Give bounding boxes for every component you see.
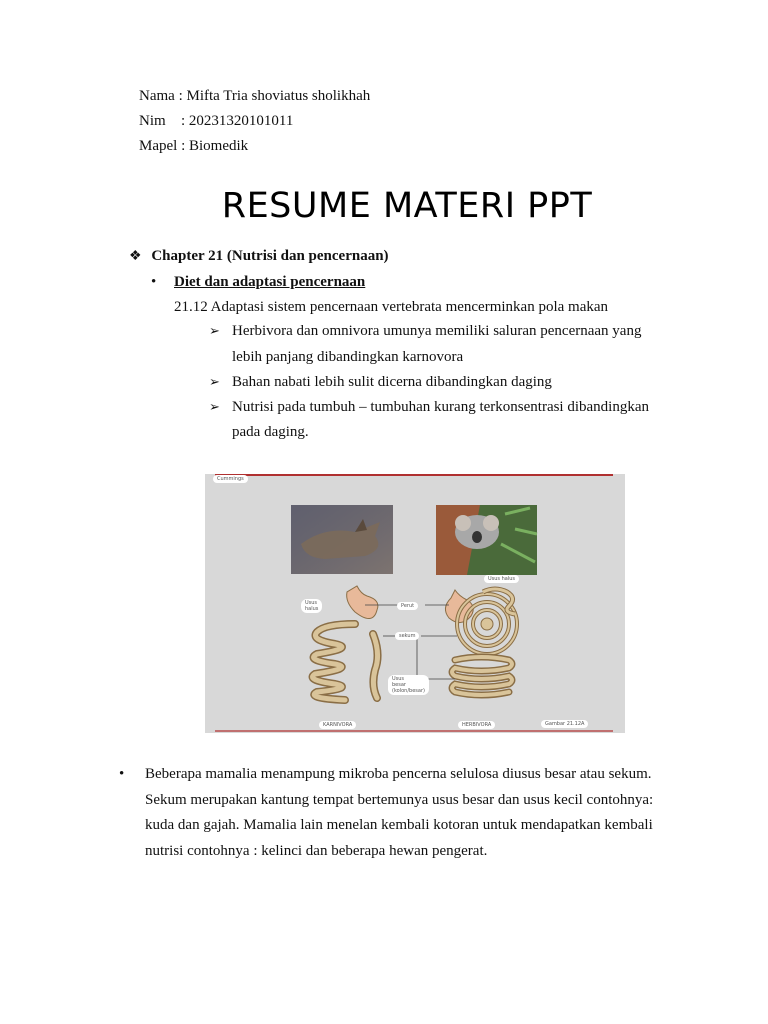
carnivore-stomach xyxy=(347,586,378,619)
carnivore-photo xyxy=(291,505,393,574)
nim-label: Nim xyxy=(139,113,166,129)
arrow-bullet-icon: ➢ xyxy=(209,375,220,390)
arrow-bullet-icon: ➢ xyxy=(209,324,220,339)
nim-value: : 20231320101011 xyxy=(181,113,294,129)
point-1-line-2: lebih panjang dibandingkan karnovora xyxy=(232,349,464,365)
subsection-title: Diet dan adaptasi pencernaan xyxy=(174,274,366,290)
paragraph-line-2: Sekum merupakan kantung tempat bertemunya usus besar dan usus kecil contohnya: xyxy=(145,792,654,808)
subject: Mapel : Biomedik xyxy=(139,138,249,154)
paragraph-line-4: nutrisi contohnya : kelinci dan beberapa hewan pengerat. xyxy=(145,843,488,859)
label-usus-besar xyxy=(388,675,429,695)
point-1-line-1: Herbivora dan omnivora umunya memiliki saluran pencernaan yang xyxy=(232,323,642,339)
paragraph-line-3: kuda dan gajah. Mamalia lain menelan kembali kotoran untuk mendapatkan kembali xyxy=(145,817,653,833)
label-text: Usus xyxy=(305,600,318,606)
label-perut: Perut xyxy=(397,602,418,610)
label-usus-halus-right: Usus halus xyxy=(484,575,519,583)
subsection-intro: 21.12 Adaptasi sistem pencernaan vertebrata mencerminkan pola makan xyxy=(174,299,609,315)
chapter-heading xyxy=(129,248,389,265)
bullet-icon: • xyxy=(151,274,157,290)
herbivore-small-intestine xyxy=(452,657,512,695)
figure-caption: Gambar 21.12A xyxy=(541,720,588,728)
figure-credit: Cummings xyxy=(213,475,248,483)
student-nim xyxy=(139,113,293,130)
label-text: besar xyxy=(392,682,406,688)
point-3-line-2: pada daging. xyxy=(232,424,309,440)
subsection-heading xyxy=(151,274,366,291)
label-herbivora: HERBIVORA xyxy=(458,721,495,729)
point-2-line-1: Bahan nabati lebih sulit dicerna dibandingkan daging xyxy=(232,374,552,390)
paragraph-bullet: • xyxy=(119,766,125,782)
diamond-bullet-icon: ❖ xyxy=(129,249,142,264)
point-3-line-1: Nutrisi pada tumbuh – tumbuhan kurang terkonsentrasi dibandingkan xyxy=(232,399,650,415)
label-sekum: sekum xyxy=(395,632,419,640)
paragraph-line-1: Beberapa mamalia menampung mikroba pencerna selulosa diusus besar atau sekum. xyxy=(145,766,652,782)
label-text: Usus xyxy=(392,676,405,682)
chapter-title: Chapter 21 (Nutrisi dan pencernaan) xyxy=(151,248,389,264)
arrow-bullet-icon: ➢ xyxy=(209,400,220,415)
student-name: Nama : Mifta Tria shoviatus sholikhah xyxy=(139,88,371,104)
label-text: (kolon/besar) xyxy=(392,688,425,694)
page-title: RESUME MATERI PPT xyxy=(221,186,593,226)
label-karnivora: KARNIVORA xyxy=(319,721,356,729)
digestive-system-figure xyxy=(205,474,625,733)
label-text: halus xyxy=(305,606,319,612)
label-usus-halus-left xyxy=(301,599,322,613)
figure-bottom-rule xyxy=(215,730,613,732)
herbivore-cecum-spiral xyxy=(457,594,517,654)
herbivore-photo xyxy=(436,505,537,575)
figure-top-rule xyxy=(215,474,613,476)
